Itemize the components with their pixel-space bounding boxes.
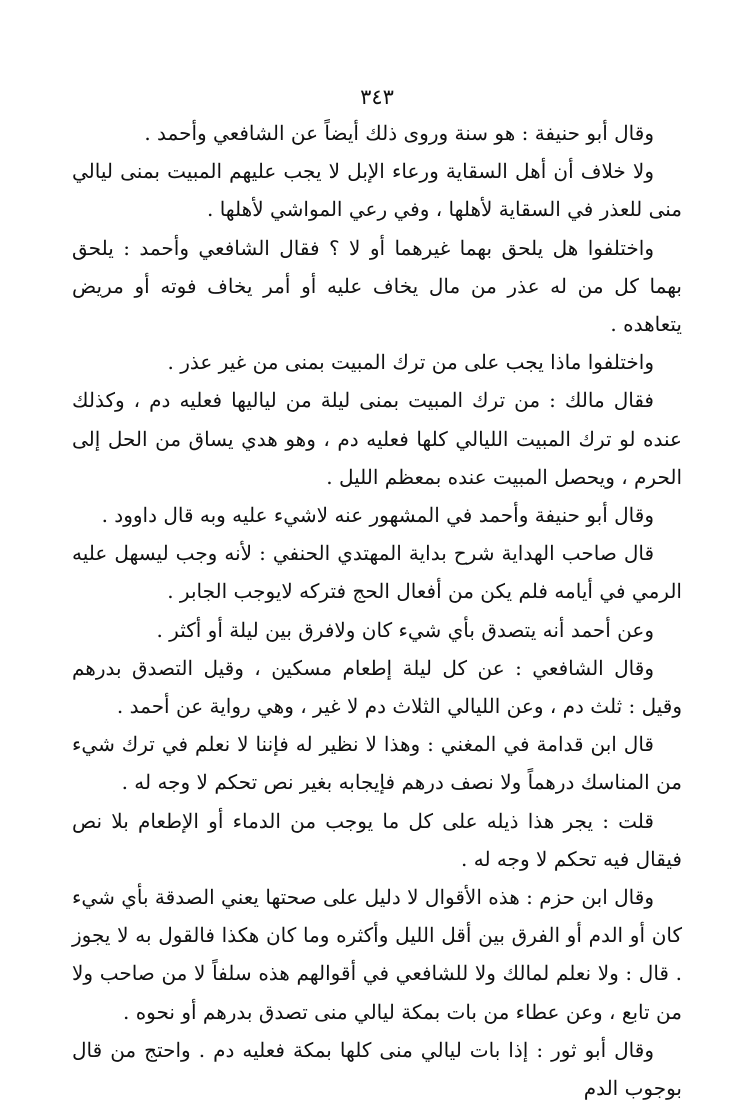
paragraph: وقال الشافعي : عن كل ليلة إطعام مسكين ، وقيل التصدق بدرهم وقيل : ثلث دم ، وعن الليالي الثلاث دم لا غير ، وهي رواية عن أحمد .: [72, 655, 682, 719]
body-text: [72, 114, 682, 1107]
paragraph: واختلفوا هل يلحق بهما غيرهما أو لا ؟ فقال الشافعي وأحمد : يلحق بهما كل من له عذر من مال يخاف عليه أو أمر يخاف فوته أو مريض يتعاهده .: [72, 235, 682, 337]
paragraph: وقال ابن حزم : هذه الأقوال لا دليل على صحتها يعني الصدقة بأي شيء كان أو الدم أو الفرق بين أقل الليل وأكثره وما كان هكذا فالقول به لا يجوز . قال : ولا نعلم لمالك ولا للشافعي في أقوالهم هذه سلفاً لا من صاحب ولا من تابع ، وعن عطاء من بات بمكة ليالي منى تصدق بدرهم أو نحوه .: [72, 885, 682, 1024]
paragraph: وقال أبو حنيفة وأحمد في المشهور عنه لاشيء عليه وبه قال داوود .: [101, 503, 654, 528]
paragraph: قال صاحب الهداية شرح بداية المهتدي الحنفي : لأنه وجب ليسهل عليه الرمي في أيامه فلم يكن من أفعال الحج فتركه لايوجب الجابر .: [72, 541, 682, 604]
paragraph: واختلفوا ماذا يجب على من ترك المبيت بمنى من غير عذر .: [167, 350, 654, 375]
paragraph: وعن أحمد أنه يتصدق بأي شيء كان ولافرق بين ليلة أو أكثر .: [156, 617, 654, 642]
paragraph: وقال أبو حنيفة : هو سنة وروى ذلك أيضاً عن الشافعي وأحمد .: [144, 121, 654, 145]
paragraph: قلت : يجر هذا ذيله على كل ما يوجب من الدماء أو الإطعام بلا نص فيقال فيه تحكم لا وجه له .: [72, 808, 682, 871]
paragraph: فقال مالك : من ترك المبيت بمنى ليلة من لياليها فعليه دم ، وكذلك عنده لو ترك المبيت الليالي كلها فعليه دم ، وهو هدي يساق من الحل إلى الحرم ، ويحصل المبيت عنده بمعظم الليل .: [72, 388, 682, 489]
paragraph: قال ابن قدامة في المغني : وهذا لا نظير له فإننا لا نعلم في ترك شيء من المناسك درهماً ولا نصف درهم فإيجابه بغير نص تحكم لا وجه له .: [72, 732, 682, 795]
page-number: ٣٤٣: [360, 85, 394, 109]
paragraph: ولا خلاف أن أهل السقاية ورعاء الإبل لا يجب عليهم المبيت بمنى ليالي منى للعذر في السقاية لأهلها ، وفي رعي المواشي لأهلها .: [72, 159, 682, 222]
paragraph: وقال أبو ثور : إذا بات ليالي منى كلها بمكة فعليه دم . واحتج من قال بوجوب الدم: [72, 1037, 682, 1101]
